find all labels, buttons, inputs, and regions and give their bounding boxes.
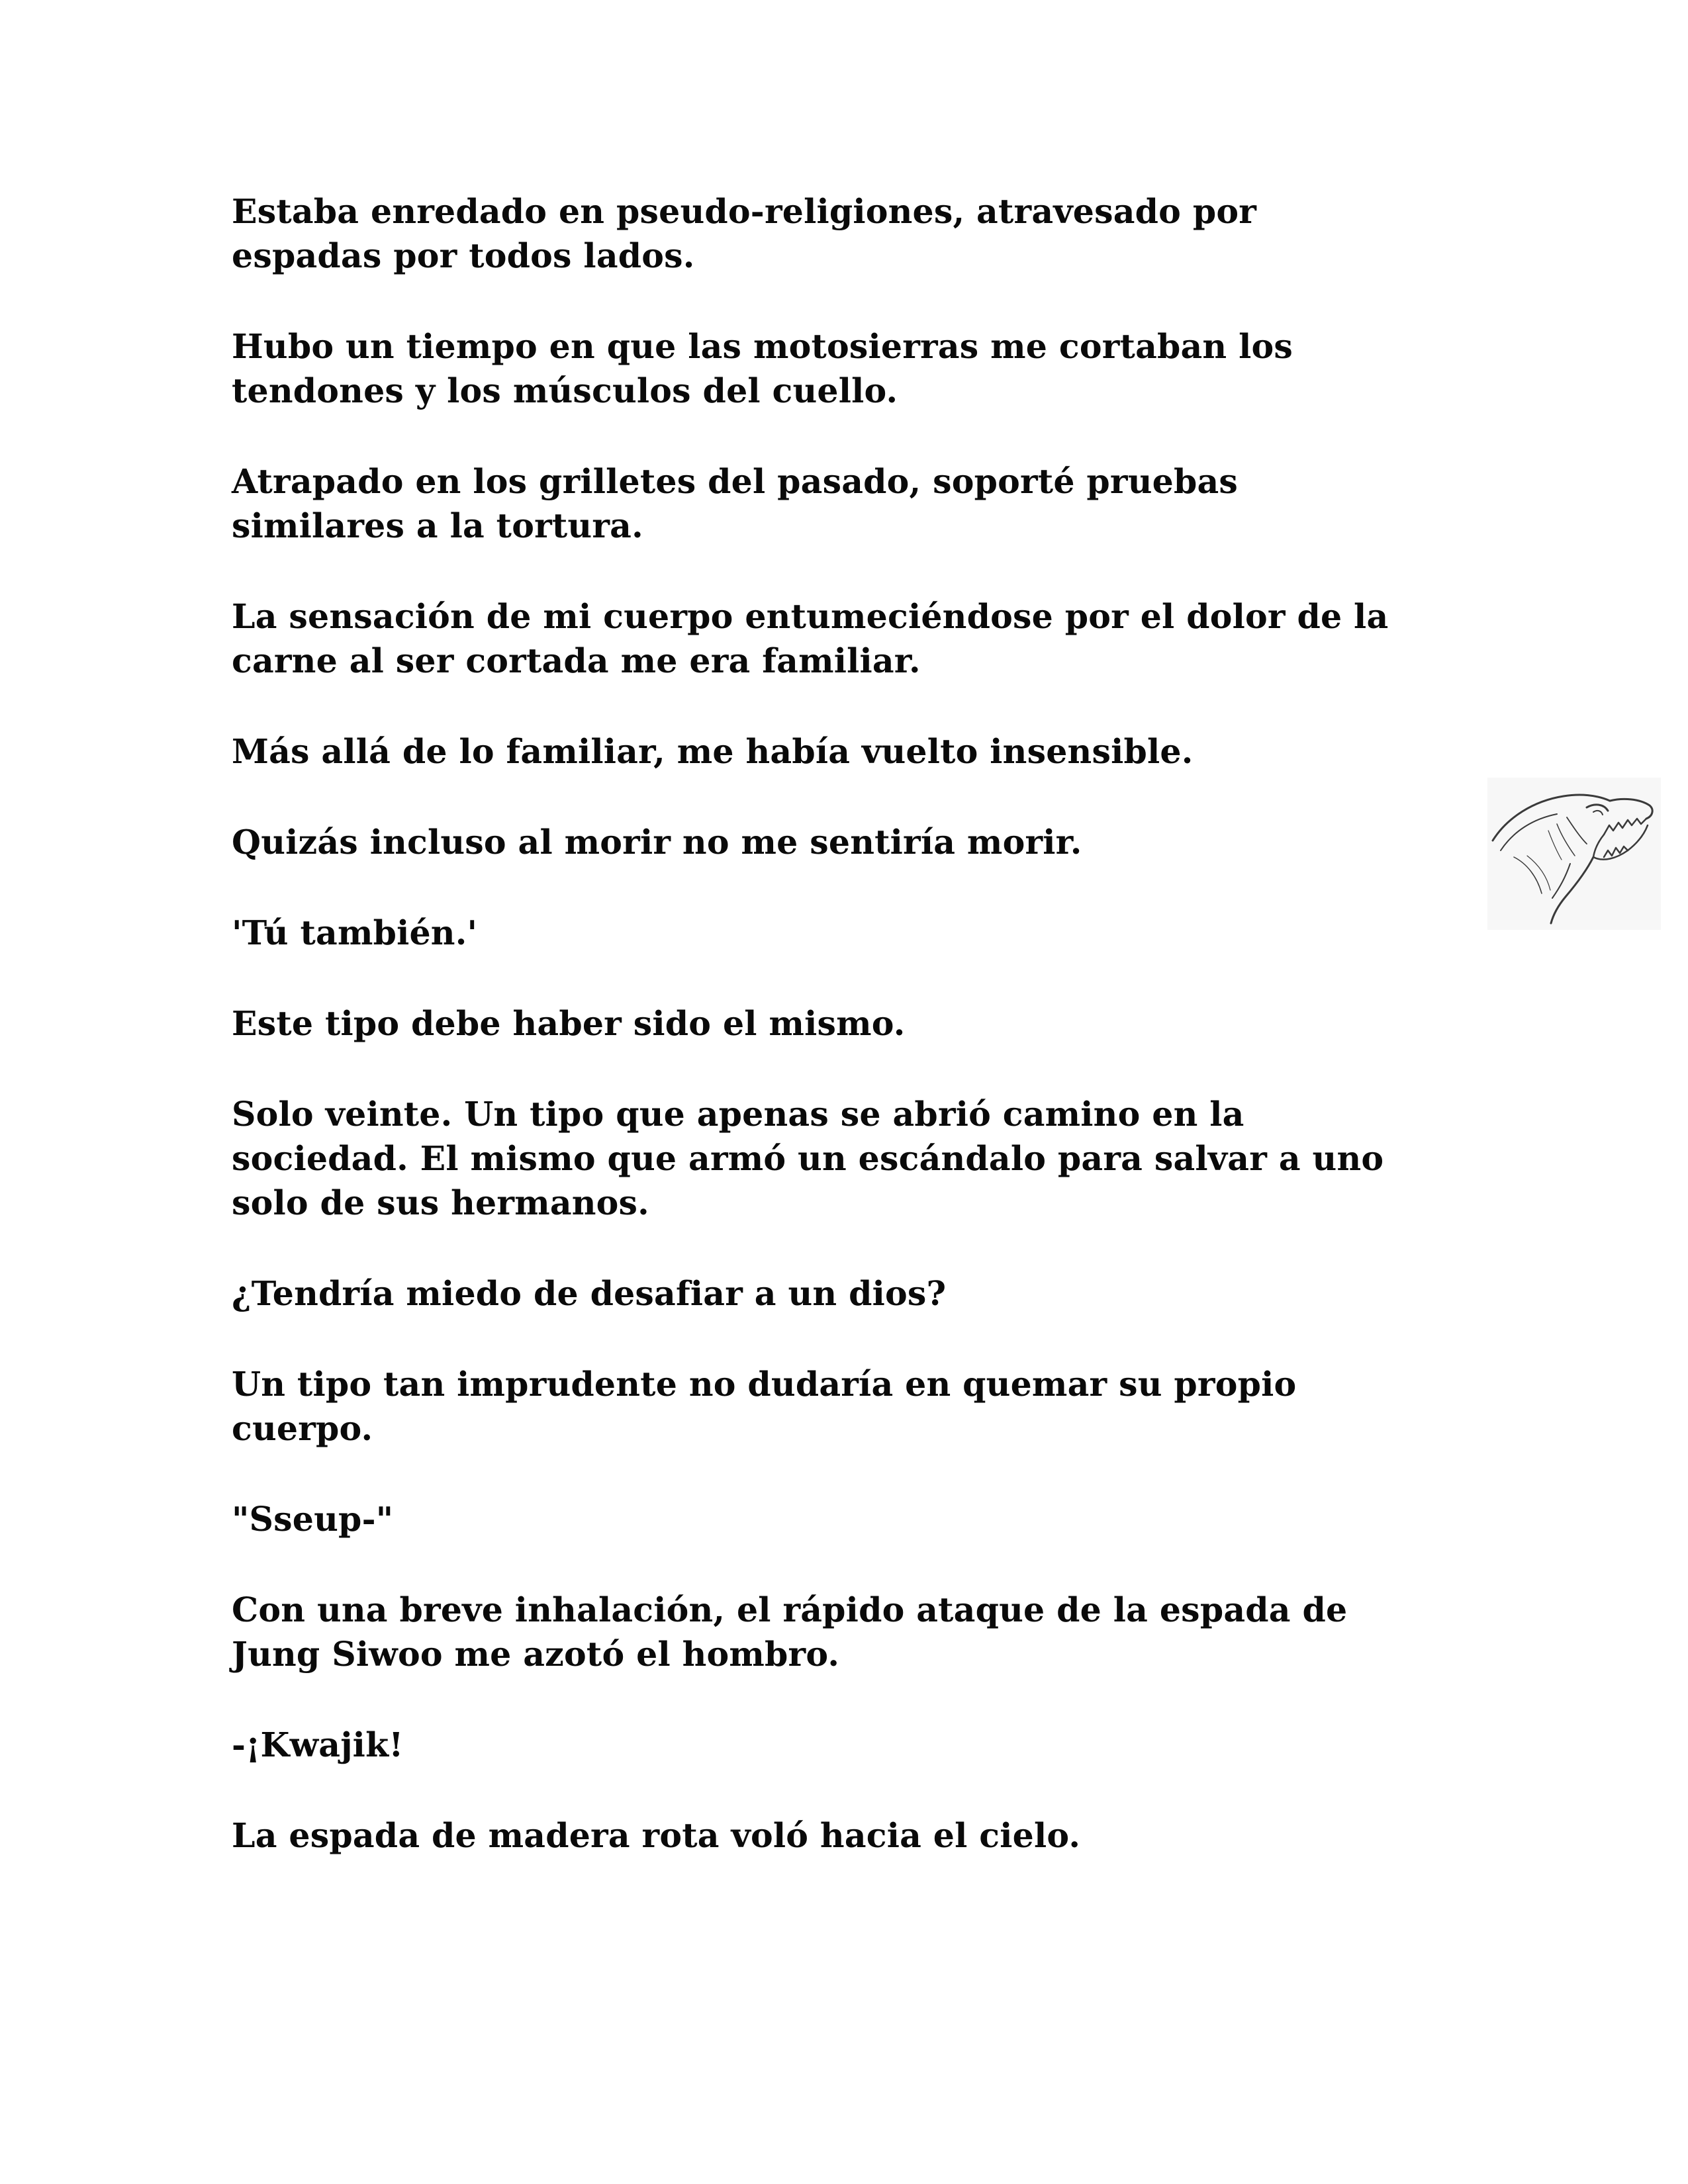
paragraph-4: La sensación de mi cuerpo entumeciéndose por el dolor de la carne al ser cortada me era familiar. <box>232 597 1389 680</box>
paragraph-15: La espada de madera rota voló hacia el cielo. <box>232 1816 1081 1855</box>
paragraph-12: "Sseup-" <box>232 1500 394 1539</box>
paragraph-6: Quizás incluso al morir no me sentiría morir. <box>232 823 1082 862</box>
text-body <box>232 189 1456 1904</box>
paragraph-5: Más allá de lo familiar, me había vuelto insensible. <box>232 732 1194 771</box>
paragraph-11: Un tipo tan imprudente no dudaría en quemar su propio cuerpo. <box>232 1365 1297 1448</box>
dinosaur-head-icon <box>1487 778 1661 930</box>
paragraph-7: 'Tú también.' <box>232 913 478 952</box>
paragraph-10: ¿Tendría miedo de desafiar a un dios? <box>232 1274 947 1313</box>
paragraph-9: Solo veinte. Un tipo que apenas se abrió camino en la sociedad. El mismo que armó un escándalo para salvar a uno solo de sus hermanos. <box>232 1095 1384 1222</box>
paragraph-14: -¡Kwajik! <box>232 1725 404 1764</box>
paragraph-8: Este tipo debe haber sido el mismo. <box>232 1004 906 1043</box>
paragraph-13: Con una breve inhalación, el rápido ataque de la espada de Jung Siwoo me azotó el hombro. <box>232 1590 1348 1674</box>
paragraph-1: Estaba enredado en pseudo-religiones, atravesado por espadas por todos lados. <box>232 192 1257 275</box>
paragraph-2: Hubo un tiempo en que las motosierras me cortaban los tendones y los músculos del cuello. <box>232 327 1293 410</box>
paragraph-3: Atrapado en los grilletes del pasado, soporté pruebas similares a la tortura. <box>232 462 1239 545</box>
